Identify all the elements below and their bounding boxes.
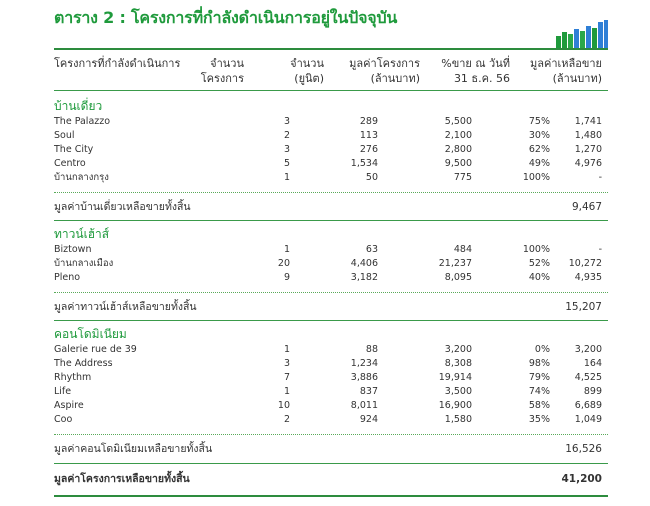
project-value: 16,900 xyxy=(438,400,472,411)
col-header-project: โครงการที่กำลังดำเนินการ xyxy=(54,57,181,70)
units: 3,886 xyxy=(350,372,378,383)
remaining-value: 1,480 xyxy=(574,130,602,141)
project-name: Centro xyxy=(54,158,86,169)
num-projects: 1 xyxy=(283,386,290,397)
project-value: 21,237 xyxy=(438,258,472,269)
grand-total-row xyxy=(54,471,608,487)
num-projects: 5 xyxy=(283,158,290,169)
table-row xyxy=(54,257,608,271)
units: 289 xyxy=(359,116,378,127)
project-value: 2,800 xyxy=(444,144,472,155)
units: 50 xyxy=(365,172,378,183)
col-header-value: มูลค่าโครงการ (ล้านบาท) xyxy=(349,57,420,85)
units: 924 xyxy=(359,414,378,425)
sold-percent: 79% xyxy=(528,372,550,383)
project-value: 484 xyxy=(453,244,472,255)
table-row xyxy=(54,357,608,371)
units: 88 xyxy=(365,344,378,355)
sold-percent: 98% xyxy=(528,358,550,369)
col-header-units: จำนวน (ยูนิต) xyxy=(290,57,324,85)
remaining-value: 164 xyxy=(583,358,602,369)
project-name: Pleno xyxy=(54,272,81,283)
num-projects: 2 xyxy=(283,414,290,425)
project-name: Coo xyxy=(54,414,73,425)
project-value: 775 xyxy=(453,172,472,183)
units: 3,182 xyxy=(350,272,378,283)
project-name: Galerie rue de 39 xyxy=(54,344,137,355)
section-rule xyxy=(54,320,608,321)
project-name: Soul xyxy=(54,130,75,141)
num-projects: 10 xyxy=(277,400,290,411)
units: 1,234 xyxy=(350,358,378,369)
project-name: Life xyxy=(54,386,72,397)
units: 113 xyxy=(359,130,378,141)
table-row xyxy=(54,271,608,285)
grand-total-value: 41,200 xyxy=(561,473,602,485)
sold-percent: 40% xyxy=(528,272,550,283)
subtotal-label: มูลค่าทาวน์เฮ้าส์เหลือขายทั้งสิ้น xyxy=(54,301,197,313)
table-row xyxy=(54,243,608,257)
num-projects: 1 xyxy=(283,172,290,183)
table-row xyxy=(54,385,608,399)
project-value: 1,580 xyxy=(444,414,472,425)
remaining-value: 6,689 xyxy=(574,400,602,411)
subtotal-row-single-house xyxy=(54,199,608,215)
table-row xyxy=(54,115,608,129)
subtotal-label: มูลค่าบ้านเดี่ยวเหลือขายทั้งสิ้น xyxy=(54,201,191,213)
project-value: 3,500 xyxy=(444,386,472,397)
remaining-value: 3,200 xyxy=(574,344,602,355)
project-value: 19,914 xyxy=(438,372,472,383)
num-projects: 3 xyxy=(283,144,290,155)
project-name: Aspire xyxy=(54,400,84,411)
divider xyxy=(54,292,608,293)
col-header-remaining: มูลค่าเหลือขาย (ล้านบาท) xyxy=(529,57,602,85)
remaining-value: 4,525 xyxy=(574,372,602,383)
sold-percent: 75% xyxy=(528,116,550,127)
num-projects: 9 xyxy=(283,272,290,283)
sold-percent: 58% xyxy=(528,400,550,411)
sold-percent: 74% xyxy=(528,386,550,397)
grand-total-label: มูลค่าโครงการเหลือขายทั้งสิ้น xyxy=(54,473,190,485)
units: 276 xyxy=(359,144,378,155)
table-row xyxy=(54,413,608,427)
num-projects: 1 xyxy=(283,344,290,355)
header-bottom-rule xyxy=(54,90,608,91)
company-logo-icon xyxy=(556,20,608,48)
project-value: 9,500 xyxy=(444,158,472,169)
sold-percent: 100% xyxy=(522,244,550,255)
subtotal-value: 9,467 xyxy=(571,201,602,213)
num-projects: 3 xyxy=(283,116,290,127)
remaining-value: 1,049 xyxy=(574,414,602,425)
num-projects: 1 xyxy=(283,244,290,255)
col-header-sold-pct: %ขาย ณ วันที่ 31 ธ.ค. 56 xyxy=(441,57,510,85)
subtotal-value: 16,526 xyxy=(565,443,602,455)
num-projects: 20 xyxy=(277,258,290,269)
section-label-townhouse: ทาวน์เฮ้าส์ xyxy=(54,227,110,241)
sold-percent: 52% xyxy=(528,258,550,269)
project-name: The Palazzo xyxy=(54,116,111,127)
project-value: 5,500 xyxy=(444,116,472,127)
num-projects: 2 xyxy=(283,130,290,141)
sold-percent: 35% xyxy=(528,414,550,425)
subtotal-row-condominium xyxy=(54,441,608,457)
remaining-value: 899 xyxy=(583,386,602,397)
units: 8,011 xyxy=(350,400,378,411)
table-row xyxy=(54,143,608,157)
project-name: Rhythm xyxy=(54,372,92,383)
table-bottom-rule xyxy=(54,495,608,497)
subtotal-value: 15,207 xyxy=(565,301,602,313)
units: 4,406 xyxy=(350,258,378,269)
project-value: 8,095 xyxy=(444,272,472,283)
project-name: บ้านกลางเมือง xyxy=(54,258,114,269)
project-value: 3,200 xyxy=(444,344,472,355)
remaining-value: - xyxy=(598,244,602,255)
sold-percent: 0% xyxy=(534,344,550,355)
table-row xyxy=(54,371,608,385)
table-row xyxy=(54,399,608,413)
remaining-value: - xyxy=(598,172,602,183)
remaining-value: 1,741 xyxy=(574,116,602,127)
remaining-value: 10,272 xyxy=(568,258,602,269)
table-row xyxy=(54,343,608,357)
section-label-condominium: คอนโดมิเนียม xyxy=(54,327,127,341)
units: 1,534 xyxy=(350,158,378,169)
subtotal-row-townhouse xyxy=(54,299,608,315)
project-name: The City xyxy=(54,144,94,155)
remaining-value: 1,270 xyxy=(574,144,602,155)
remaining-value: 4,976 xyxy=(574,158,602,169)
section-rule xyxy=(54,463,608,464)
num-projects: 7 xyxy=(283,372,290,383)
section-label-single-house: บ้านเดี่ยว xyxy=(54,99,103,113)
table-row xyxy=(54,171,608,185)
sold-percent: 100% xyxy=(522,172,550,183)
units: 837 xyxy=(359,386,378,397)
sold-percent: 62% xyxy=(528,144,550,155)
project-value: 2,100 xyxy=(444,130,472,141)
divider xyxy=(54,192,608,193)
project-name: Biztown xyxy=(54,244,92,255)
project-name: The Address xyxy=(54,358,113,369)
num-projects: 3 xyxy=(283,358,290,369)
table-row xyxy=(54,157,608,171)
units: 63 xyxy=(365,244,378,255)
remaining-value: 4,935 xyxy=(574,272,602,283)
section-rule xyxy=(54,220,608,221)
sold-percent: 30% xyxy=(528,130,550,141)
col-header-num-projects: จำนวน โครงการ xyxy=(200,57,244,85)
header-top-rule xyxy=(54,48,608,50)
subtotal-label: มูลค่าคอนโดมิเนียมเหลือขายทั้งสิ้น xyxy=(54,443,213,455)
divider xyxy=(54,434,608,435)
project-name: บ้านกลางกรุง xyxy=(54,172,109,183)
project-value: 8,308 xyxy=(444,358,472,369)
table-row xyxy=(54,129,608,143)
page-title: ตาราง 2 : โครงการที่กำลังดำเนินการอยู่ในปัจจุบัน xyxy=(54,8,398,27)
sold-percent: 49% xyxy=(528,158,550,169)
